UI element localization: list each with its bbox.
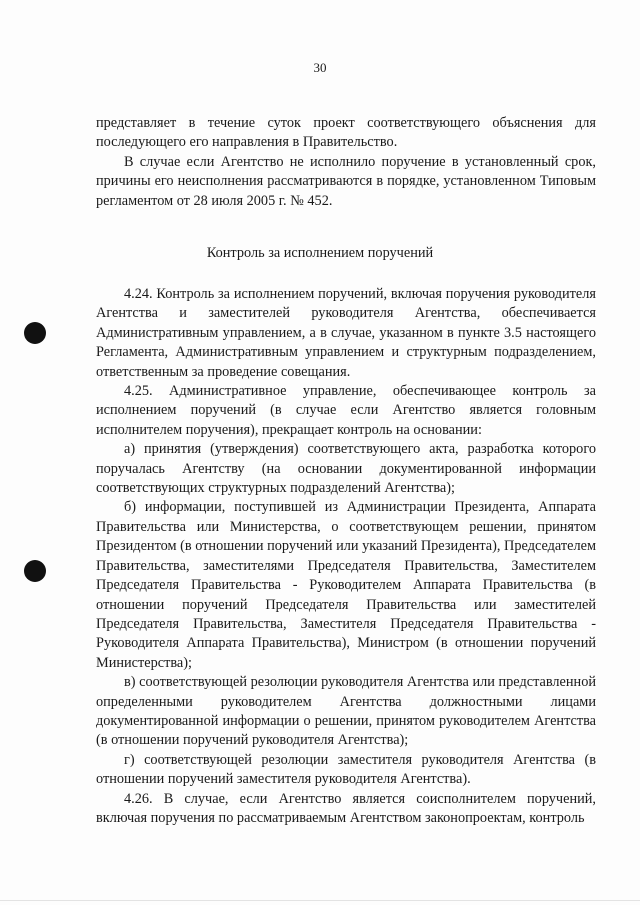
- section-heading: Контроль за исполнением поручений: [206, 245, 434, 261]
- scan-edge: [0, 900, 640, 901]
- paragraph: В случае если Агентство не исполнило поручение в установленный срок, причины его неисполнения рассматриваются в порядке, установленном Типовым регламентом от 28 июля 2005 г. № 452.: [96, 153, 596, 209]
- paragraph-item-g: г) соответствующей резолюции заместителя руководителя Агентства (в отношении поручений заместителя руководителя Агентства).: [96, 751, 596, 788]
- paragraph-4-24: 4.24. Контроль за исполнением поручений, включая поручения руководителя Агентства и заместителей руководителя Агентства, обеспечивается Административным управлением, а в случае, указанном в пункте 3.5 настоящего Регламента, Административным управлением и структурным подразделением, ответственным за проведение совещания.: [96, 286, 596, 380]
- paragraph: представляет в течение суток проект соответствующего объяснения для последующего его направления в Правительство.: [96, 115, 596, 151]
- text-block-intro: [96, 114, 596, 211]
- paragraph-item-a: а) принятия (утверждения) соответствующего акта, разработка которого поручалась Агентству (на основании документированной информации соответствующих структурных подразделений Агентства);: [96, 441, 596, 497]
- paragraph-item-b: б) информации, поступившей из Администрации Президента, Аппарата Правительства или Министерства, о соответствующем решении, принятом Президентом (в отношении поручений или указаний Президента), Председателем Правительства, заместителями Председателя Правительства, Заместителем Председателя Правительства - Руководителем Аппарата Правительства (в отношении поручений Председателя Правительства или заместителей Председателя Правительства, Заместителя Председателя Правительства - Руководителя Аппарата Правительства), Министром (в отношении поручений Министерства);: [96, 499, 597, 671]
- page-number: 30: [313, 60, 327, 75]
- paragraph-4-26: 4.26. В случае, если Агентство является соисполнителем поручений, включая поручения по рассматриваемым Агентством законопроектам, контроль: [96, 790, 596, 826]
- text-block-main: [96, 285, 596, 828]
- paragraph-item-v: в) соответствующей резолюции руководителя Агентства или представленной определенными руководителем Агентства должностными лицами документированной информации о решении, принятом руководителем Агентства (в отношении поручений руководителя Агентства);: [96, 674, 596, 749]
- paragraph-4-25: 4.25. Административное управление, обеспечивающее контроль за исполнением поручений (в случае если Агентство является головным исполнителем поручения), прекращает контроль на основании:: [96, 383, 596, 438]
- punch-hole: [24, 322, 46, 344]
- punch-hole: [24, 560, 46, 582]
